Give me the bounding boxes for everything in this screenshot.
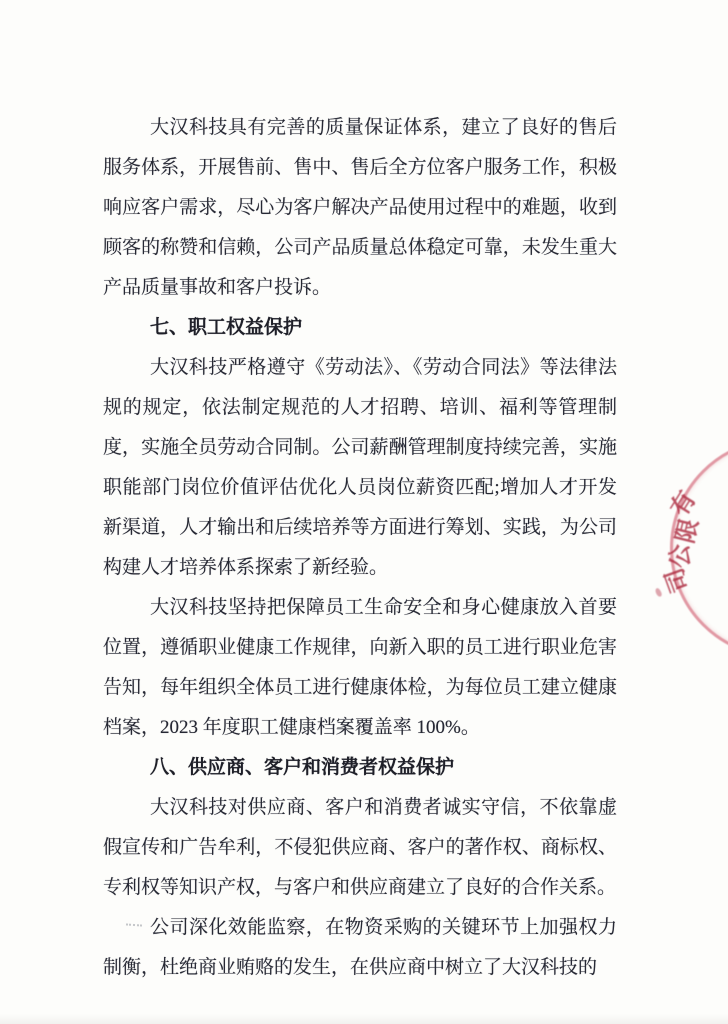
seal-char: 公 (667, 543, 695, 569)
seal-char: 有 (666, 486, 702, 522)
seal-char: 司 (661, 564, 695, 596)
paragraph-procurement-supervision: 公司深化效能监察，在物资采购的关键环节上加强权力制衡，杜绝商业贿赂的发生，在供应商中树立了大汉科技的 (103, 917, 617, 978)
paragraph-honesty-ip: 大汉科技对供应商、客户和消费者诚实守信，不依靠虚假宣传和广告牟利，不侵犯供应商、客户的著作权、商标权、专利权等知识产权，与客户和供应商建立了良好的合作关系。 (103, 797, 617, 898)
document-body (103, 108, 617, 988)
paragraph-quality-assurance: 大汉科技具有完善的质量保证体系，建立了良好的售后服务体系，开展售前、售中、售后全方位客户服务工作，积极响应客户需求，尽心为客户解决产品使用过程中的难题，收到顾客的称赞和信赖，公司产品质量总体稳定可靠，未发生重大产品质量事故和客户投诉。 (103, 117, 617, 298)
seal-ring-arc (670, 438, 728, 658)
section-heading-8-supplier-customer-rights: 八、供应商、客户和消费者权益保护 (150, 757, 455, 778)
paragraph-employee-health: 大汉科技坚持把保障员工生命安全和身心健康放入首要位置，遵循职业健康工作规律，向新入职的员工进行职业危害告知，每年组织全体员工进行健康体检，为每位员工建立健康档案，2023 年度职工健康档案覆盖率 100%。 (103, 597, 617, 738)
seal-ink-speck (654, 587, 663, 597)
seal-char: 限 (672, 516, 704, 546)
paragraph-labor-law-compliance: 大汉科技严格遵守《劳动法》、《劳动合同法》等法律法规的规定，依法制定规范的人才招聘、培训、福利等管理制度，实施全员劳动合同制。公司薪酬管理制度持续完善，实施职能部门岗位价值评估优化人员岗位薪资匹配;增加人才开发新渠道，人才输出和后续培养等方面进行筹划、实践，为公司构建人才培养体系探索了新经验。 (103, 357, 617, 578)
section-heading-7-employee-rights: 七、职工权益保护 (150, 317, 303, 338)
